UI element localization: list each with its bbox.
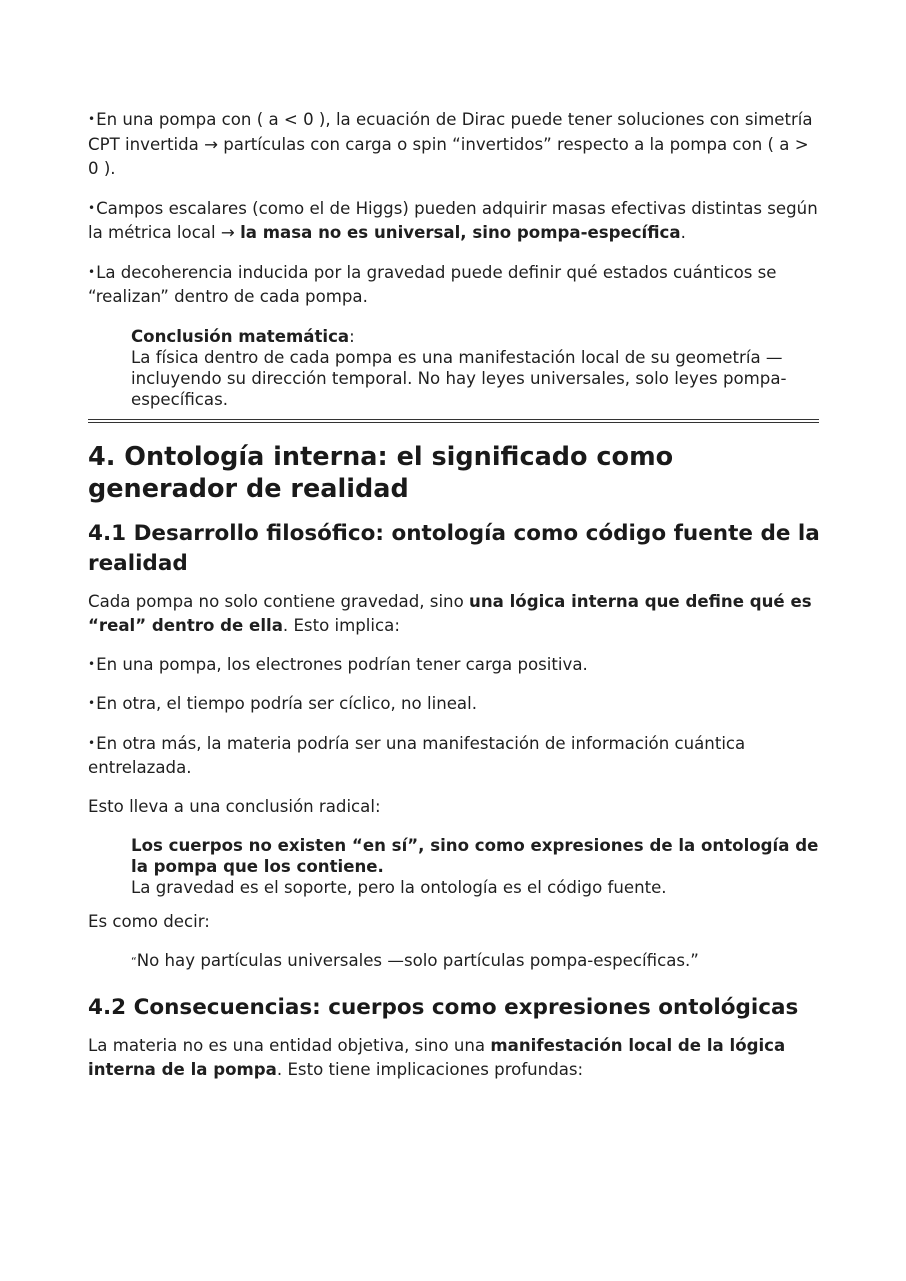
conclusion-colon: :	[349, 326, 355, 346]
section-4-1-heading: 4.1 Desarrollo filosófico: ontología como código fuente de la realidad	[88, 520, 820, 576]
conclusion-block	[131, 326, 820, 410]
saying-open-quote: “	[131, 954, 137, 968]
list-item-text: Campos escalares (como el de Higgs) pueden adquirir masas efectivas distintas según la métrica local →	[88, 198, 818, 242]
intro-bold: una lógica interna que define qué es “real” dentro de ella	[88, 591, 812, 635]
intro-text: Cada pompa no solo contiene gravedad, sino	[88, 591, 469, 611]
list-item-text: En otra, el tiempo podría ser cíclico, no lineal.	[96, 694, 477, 713]
conclusion-text: La física dentro de cada pompa es una manifestación local de su geometría —incluyendo su dirección temporal. No hay leyes universales, solo leyes pompa-específicas.	[131, 347, 787, 409]
bullet-dot: •	[88, 200, 96, 215]
section-4-2-bold: manifestación local de la lógica interna de la pompa	[88, 1035, 786, 1079]
quote-bold: Los cuerpos no existen “en sí”, sino como expresiones de la ontología de la pompa que los contiene.	[131, 836, 819, 876]
saying-lead: Es como decir:	[88, 912, 210, 931]
list-item-text: En una pompa, los electrones podrían tener carga positiva.	[96, 654, 588, 674]
bullet-dot: •	[88, 112, 96, 126]
bullet-dot: •	[88, 656, 96, 671]
document-page	[88, 107, 820, 1096]
bullet-dot: •	[88, 696, 96, 710]
section-divider	[88, 419, 819, 423]
section-4-heading: 4. Ontología interna: el significado como generador de realidad	[88, 441, 674, 504]
radical-conclusion-quote	[131, 835, 820, 898]
section-4-1-intro	[88, 590, 820, 639]
list-item-text: En otra más, la materia podría ser una manifestación de información cuántica entrelazada.	[88, 733, 746, 777]
section-4-2-text	[88, 1034, 820, 1083]
section-4-2-end: . Esto tiene implicaciones profundas:	[276, 1060, 584, 1079]
quote-text: La gravedad es el soporte, pero la ontología es el código fuente.	[131, 878, 667, 897]
list-item	[88, 260, 820, 310]
list-item	[88, 652, 820, 678]
bullet-dot: •	[88, 735, 96, 750]
list-item-text: En una pompa con ( a < 0 ), la ecuación de Dirac puede tener soluciones con simetría CPT invertida → partículas con carga o spin “invertidos” respecto a la pompa con ( a > 0 ).	[88, 110, 813, 178]
list-item-end: .	[680, 223, 686, 242]
section-4-2-heading: 4.2 Consecuencias: cuerpos como expresiones ontológicas	[88, 994, 799, 1020]
saying-quote	[131, 949, 820, 974]
bullet-dot: •	[88, 264, 96, 279]
conclusion-lead: Esto lleva a una conclusión radical:	[88, 796, 381, 816]
conclusion-label: Conclusión matemática	[131, 326, 350, 346]
list-item-text: La decoherencia inducida por la gravedad puede definir qué estados cuánticos se “realizan” dentro de cada pompa.	[88, 262, 777, 306]
list-item	[88, 107, 820, 182]
list-item-bold: la masa no es universal, sino pompa-específica	[240, 223, 681, 242]
list-item	[88, 731, 820, 781]
list-item	[88, 691, 820, 717]
intro-end: . Esto implica:	[282, 616, 400, 635]
saying-text: No hay partículas universales —solo partículas pompa-específicas.”	[136, 950, 699, 970]
list-item	[88, 196, 820, 246]
section-4-2-pre: La materia no es una entidad objetiva, sino una	[88, 1035, 491, 1055]
